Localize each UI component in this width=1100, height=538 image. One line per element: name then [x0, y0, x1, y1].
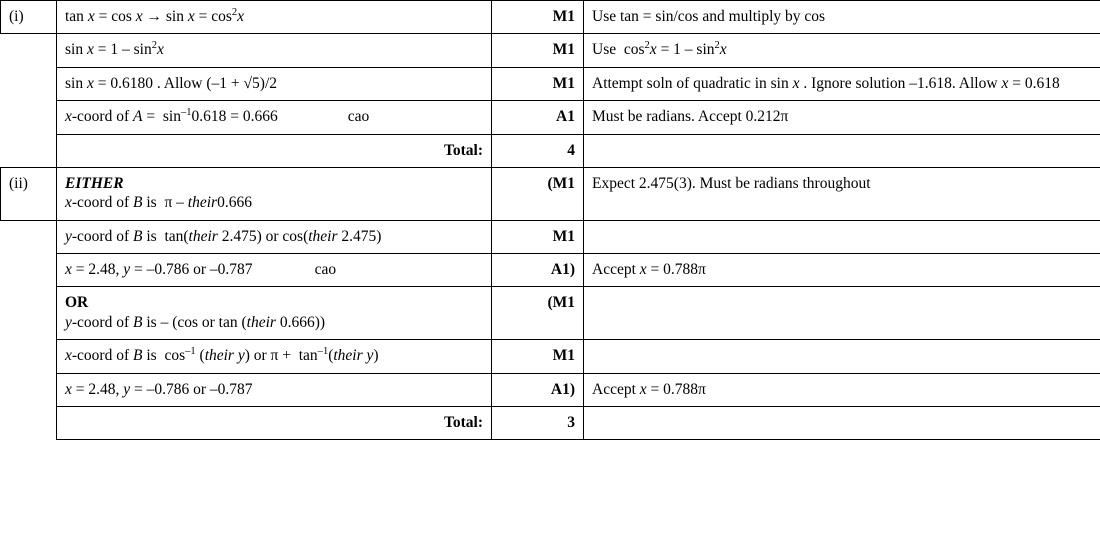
- working-cell: x-coord of $A = \sin^{-1}0.618 = 0.666$ cao: [57, 101, 492, 134]
- total-label: Total:: [57, 406, 492, 439]
- table-row: [1, 167, 1100, 220]
- note-cell: Accept x = 0.788π: [584, 373, 1100, 406]
- note-cell: Accept x = 0.788π: [584, 254, 1100, 287]
- total-value: 4: [492, 134, 584, 167]
- total-note-cell: [584, 406, 1100, 439]
- table-row: [1, 373, 1100, 406]
- table-row: [1, 287, 1100, 340]
- note-cell: Expect 2.475(3). Must be radians throughout: [584, 167, 1100, 220]
- mark-cell: (M1: [492, 167, 584, 220]
- question-label: [1, 287, 57, 340]
- mark-cell: M1: [492, 1, 584, 34]
- working-cell: $\sin x = 1 - \sin^2x$: [57, 34, 492, 67]
- mark-cell: A1): [492, 373, 584, 406]
- working-cell: x = 2.48, y = –0.786 or –0.787: [57, 373, 492, 406]
- note-cell: [584, 340, 1100, 373]
- working-cell: y-coord of B is tan(their 2.475) or cos(their 2.475): [57, 220, 492, 253]
- question-label: [1, 373, 57, 406]
- table-row: [1, 34, 1100, 67]
- working-cell: $\tan x = \cos x \to \sin x = \cos^2x$: [57, 1, 492, 34]
- note-cell: Must be radians. Accept 0.212π: [584, 101, 1100, 134]
- question-label: [1, 67, 57, 100]
- note-cell: [584, 287, 1100, 340]
- table-row: [1, 101, 1100, 134]
- mark-cell: A1): [492, 254, 584, 287]
- mark-cell: M1: [492, 340, 584, 373]
- question-label: [1, 101, 57, 134]
- note-cell: [584, 220, 1100, 253]
- table-row: [1, 340, 1100, 373]
- working-cell: x = 2.48, y = –0.786 or –0.787 cao: [57, 254, 492, 287]
- question-label: [1, 254, 57, 287]
- question-label: [1, 340, 57, 373]
- mark-cell: (M1: [492, 287, 584, 340]
- mark-cell: M1: [492, 220, 584, 253]
- table-row: [1, 67, 1100, 100]
- total-label: Total:: [57, 134, 492, 167]
- mark-cell: M1: [492, 67, 584, 100]
- total-note-cell: [584, 134, 1100, 167]
- working-cell: x-coord of B is $\cos^{-1}$ (their y) or $\pi + \tan^{-1}(their$ y): [57, 340, 492, 373]
- table-row: [1, 1, 1100, 34]
- note-cell: Use $\cos^2x = 1 - \sin^2x$: [584, 34, 1100, 67]
- table-row: [1, 254, 1100, 287]
- question-label: (ii): [1, 167, 57, 220]
- working-cell: EITHER x-coord of B is π – their0.666: [57, 167, 492, 220]
- question-label: [1, 134, 57, 167]
- question-label: [1, 220, 57, 253]
- question-label: (i): [1, 1, 57, 34]
- mark-cell: M1: [492, 34, 584, 67]
- note-cell: Attempt soln of quadratic in sin x . Ignore solution –1.618. Allow x = 0.618: [584, 67, 1100, 100]
- table-body: [1, 1, 1100, 440]
- total-row: [1, 406, 1100, 439]
- total-row: [1, 134, 1100, 167]
- question-label: [1, 34, 57, 67]
- question-label: [1, 406, 57, 439]
- table-row: [1, 220, 1100, 253]
- total-value: 3: [492, 406, 584, 439]
- note-cell: Use tan = sin/cos and multiply by cos: [584, 1, 1100, 34]
- working-cell: OR y-coord of B is – (cos or tan (their 0.666)): [57, 287, 492, 340]
- working-cell: sin x = 0.6180 . Allow (–1 + √5)/2: [57, 67, 492, 100]
- mark-cell: A1: [492, 101, 584, 134]
